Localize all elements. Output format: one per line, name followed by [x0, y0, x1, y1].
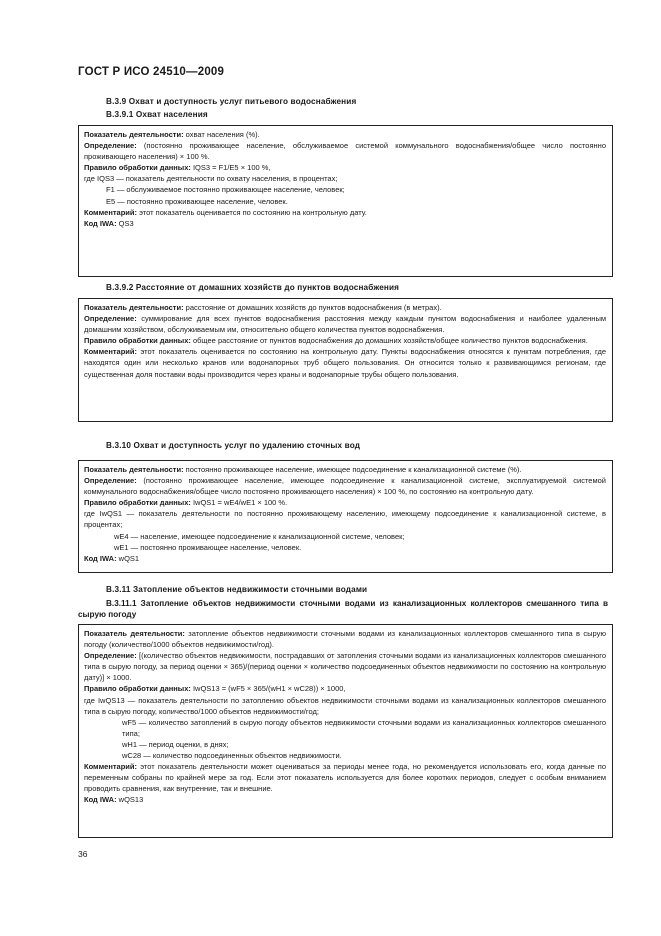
indicator-box-wqs13	[78, 624, 613, 838]
label-performance: Показатель деятельности:	[84, 465, 184, 474]
value-definition: (постоянно проживающее население, имеющее подсоединение к канализационной системе, эксплуатируемой системой коммунального водоснабжения/общее число постоянно проживающего населения) × 100 %, по состоянию на контрольную дату.	[84, 476, 606, 497]
value-definition: суммирование для всех пунктов водоснабжения расстояния между каждым пунктом водоснабжения и наиболее удаленным домашним хозяйством, обслуживаемым им, относительно общего количества пунктов водоснабжения.	[84, 314, 606, 335]
label-definition: Определение:	[84, 141, 137, 151]
section-heading-b310: B.3.10 Охват и доступность услуг по удалению сточных вод	[106, 441, 361, 450]
label-rule: Правило обработки данных:	[84, 684, 191, 694]
indicator-box-distance	[78, 298, 613, 422]
value-definition: [(количество объектов недвижимости, пострадавших от затопления сточными водами из канализационных коллекторов смешанного типа в сырую погоду, за период оценки × 365)/(период оценки × количество подсоединенных объектов недвижимости по состоянию на контрольную дату)] × 1000.	[84, 651, 606, 683]
label-comment: Комментарий:	[84, 762, 138, 772]
value-rule: IQS3 = F1/E5 × 100 %,	[190, 163, 271, 173]
value-performance: постоянно проживающее население, имеющее подсоединение к канализационной системе (%).	[183, 465, 522, 474]
subsection-heading-b391: B.3.9.1 Охват населения	[106, 110, 208, 119]
label-rule: Правило обработки данных:	[84, 498, 191, 508]
label-definition: Определение:	[84, 314, 137, 324]
where-line-2: wF5 — количество затоплений в сырую погоду объектов недвижимости сточными водами из канализационных коллекторов смешанного типа;	[122, 717, 606, 738]
label-performance: Показатель деятельности:	[84, 130, 184, 139]
value-comment: этот показатель оценивается по состоянию на контрольную дату.	[137, 207, 367, 217]
label-definition: Определение:	[84, 476, 137, 486]
indicator-box-qs3	[78, 125, 613, 277]
label-iwa-code: Код IWA:	[84, 795, 117, 805]
where-line-3: wE1 — постоянно проживающее население, человек.	[114, 542, 302, 552]
label-definition: Определение:	[84, 651, 137, 661]
value-performance: затопление объектов недвижимости сточными водами из канализационных коллекторов смешанного типа в сырую погоду (количество/1000 объектов недвижимости/год).	[84, 629, 606, 650]
where-line-4: wC28 — количество подсоединенных объектов недвижимости.	[122, 751, 342, 761]
value-iwa-code: wQS13	[116, 795, 144, 805]
label-comment: Комментарий:	[84, 347, 138, 357]
value-rule: IwQS13 = (wF5 × 365/(wH1 × wC28)) × 1000,	[190, 684, 346, 694]
label-comment: Комментарий:	[84, 207, 138, 217]
where-line-3: E5 — постоянно проживающее население, человек.	[106, 196, 288, 206]
section-heading-b39: B.3.9 Охват и доступность услуг питьевого водоснабжения	[106, 97, 357, 106]
label-iwa-code: Код IWA:	[84, 553, 117, 563]
where-line-1: где IwQS1 — показатель деятельности по постоянно проживающему населению, имеющему подсоединение к канализационной системе, в процентах;	[84, 509, 606, 530]
label-iwa-code: Код IWA:	[84, 218, 117, 228]
value-rule: IwQS1 = wE4/wE1 × 100 %.	[190, 498, 288, 508]
value-rule: общее расстояние от пунктов водоснабжения до домашних хозяйств/общее количество пунктов водоснабжения.	[190, 336, 588, 346]
value-comment: этот показатель оценивается по состоянию на контрольную дату. Пункты водоснабжения относятся к пунктам потребления, где находятся один или несколько кранов или водонапорных труб общего пользования. Он относится только к развивающимся регионам, где существенная доля поставки воды производится через краны и водонапорные трубы общего пользования.	[84, 347, 606, 379]
where-line-1: где IQS3 — показатель деятельности по охвату населения, в процентах;	[84, 174, 338, 184]
label-performance: Показатель деятельности:	[84, 303, 184, 312]
label-performance: Показатель деятельности:	[84, 629, 185, 638]
value-iwa-code: QS3	[116, 218, 134, 228]
label-rule: Правило обработки данных:	[84, 336, 191, 346]
value-definition: (постоянно проживающее население, обслуживаемое системой коммунального водоснабжения/общее число постоянно проживающего населения) × 100 %.	[84, 141, 606, 162]
value-comment: этот показатель деятельности может оцениваться за периоды менее года, но рекомендуется использовать его, когда данные по переменным собраны по крайней мере за год. Если этот показатель используется для более коротких периодов, следует с особым вниманием проводить сравнения, как внутренние, так и внешние.	[84, 762, 606, 794]
document-header: ГОСТ Р ИСО 24510—2009	[78, 66, 225, 78]
where-line-2: F1 — обслуживаемое постоянно проживающее население, человек;	[106, 185, 345, 195]
where-line-3: wH1 — период оценки, в днях;	[122, 739, 229, 749]
where-line-2: wE4 — население, имеющее подсоединение к канализационной системе, человек;	[114, 531, 405, 541]
label-rule: Правило обработки данных:	[84, 163, 191, 173]
value-performance: охват населения (%).	[183, 130, 260, 139]
value-performance: расстояние от домашних хозяйств до пунктов водоснабжения (в метрах).	[183, 303, 442, 312]
page-number: 36	[78, 849, 88, 859]
where-line-1: где IwQS13 — показатель деятельности по затоплению объектов недвижимости сточными водами из канализационных коллекторов смешанного типа в сырую погоду, количество/1000 объектов недвижимости/год;	[84, 695, 606, 716]
subsection-heading-b3111: B.3.11.1 Затопление объектов недвижимости сточными водами из канализационных коллекторов смешанного типа в сырую погоду	[78, 599, 608, 619]
section-heading-b311: B.3.11 Затопление объектов недвижимости сточными водами	[106, 585, 368, 594]
subsection-heading-b392: B.3.9.2 Расстояние от домашних хозяйств до пунктов водоснабжения	[106, 283, 400, 292]
value-iwa-code: wQS1	[116, 553, 140, 563]
indicator-box-wqs1	[78, 460, 613, 573]
